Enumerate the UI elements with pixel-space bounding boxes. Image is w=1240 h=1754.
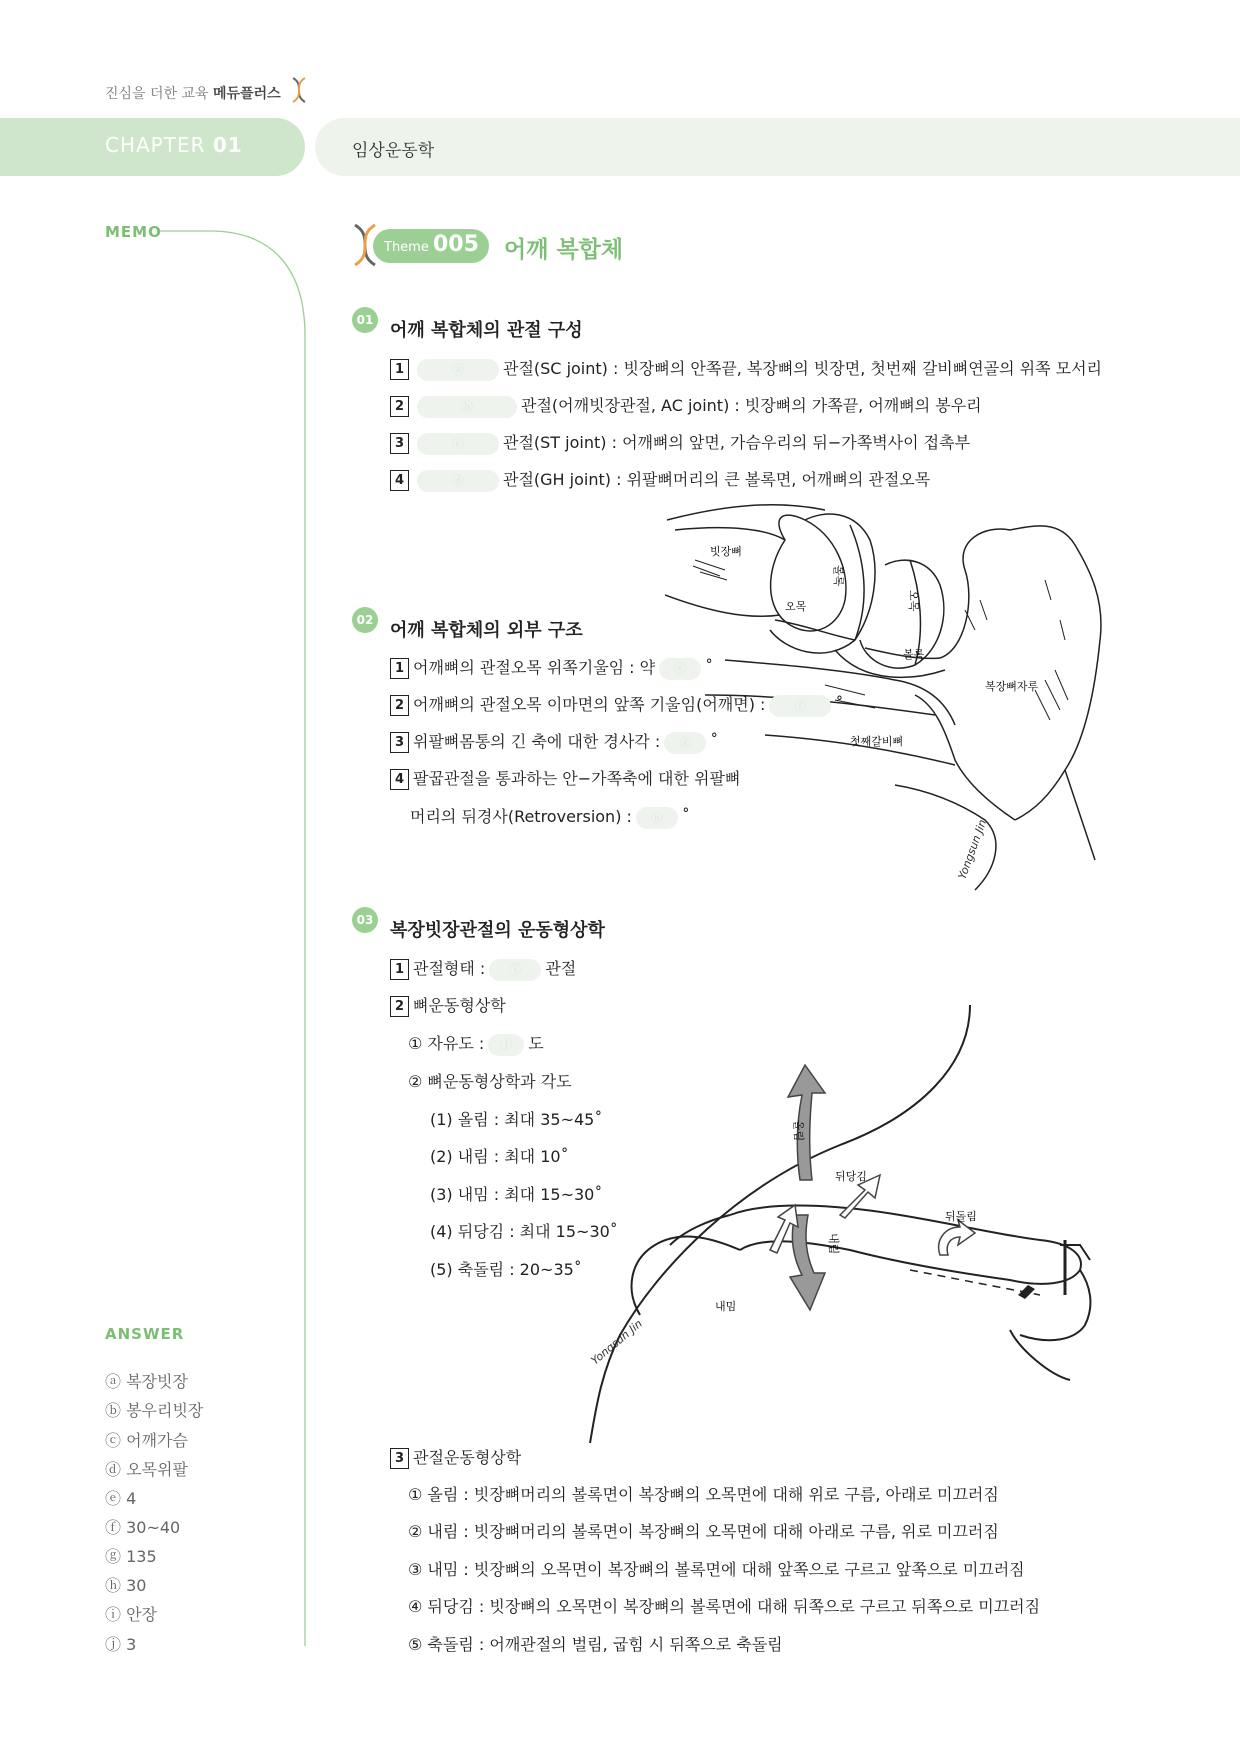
section-number: 01 <box>352 307 378 333</box>
answer-item: ⓔ 4 <box>105 1489 137 1508</box>
list-item: 3 ⓒ 관절(ST joint) : 어깨뼈의 앞면, 가슴우리의 뒤−가쪽벽사이 접촉부 <box>390 430 970 455</box>
subject-title: 임상운동학 <box>352 141 435 161</box>
list-item: 4 팔꿉관절을 통과하는 안−가쪽축에 대한 위팔뼈 <box>390 766 740 790</box>
list-subitem: ② 뼈운동형상학과 각도 <box>408 1072 572 1091</box>
theme-number: Theme 005 <box>384 232 479 257</box>
section-title: 어깨 복합체의 관절 구성 <box>390 320 583 341</box>
theme-title: 어깨 복합체 <box>504 237 624 263</box>
answer-item: ⓓ 오목위팔 <box>105 1460 188 1479</box>
motion-item: (4) 뒤당김 : 최대 15~30˚ <box>430 1222 618 1241</box>
motion-item: (2) 내림 : 최대 10˚ <box>430 1147 569 1166</box>
label-concave: 오목 <box>785 600 807 613</box>
label-axial-rotation: 뒤돌림 <box>945 1210 977 1223</box>
memo-label: MEMO <box>105 223 162 241</box>
illustrator-signature: Yongsun Jin <box>588 1317 645 1368</box>
list-item: 1 어깨뼈의 관절오목 위쪽기울임 : 약 ⓔ ˚ <box>390 655 713 680</box>
label-retraction: 뒤당김 <box>835 1170 867 1183</box>
arthro-item: ③ 내밈 : 빗장뼈의 오목면이 복장뼈의 볼록면에 대해 앞쪽으로 구르고 앞쪽으로 미끄러짐 <box>408 1560 1025 1579</box>
subject-banner <box>315 118 1240 176</box>
section-number: 03 <box>352 907 378 933</box>
brand-text: 진심을 더한 교육 <box>105 86 209 102</box>
brand-line <box>105 76 309 104</box>
label-clavicle: 빗장뼈 <box>710 545 742 558</box>
dna-logo-icon <box>289 76 309 104</box>
arthro-item: ① 올림 : 빗장뼈머리의 볼록면이 복장뼈의 오목면에 대해 위로 구름, 아래로 미끄러짐 <box>408 1485 999 1504</box>
section-title: 복장빗장관절의 운동형상학 <box>390 920 605 941</box>
label-first-rib: 첫째갈비뼈 <box>850 735 904 748</box>
list-item: 2 ⓑ 관절(어깨빗장관절, AC joint) : 빗장뼈의 가쪽끝, 어깨뼈의 봉우리 <box>390 393 982 418</box>
label-concave-2: 오목 <box>907 590 920 612</box>
answer-item: ⓐ 복장빗장 <box>105 1372 188 1391</box>
list-item: 2 어깨뼈의 관절오목 이마면의 앞쪽 기울임(어깨면) : ⓕ ˚ <box>390 692 843 717</box>
label-manubrium: 복장뼈자루 <box>985 680 1039 693</box>
list-item: 1 ⓐ 관절(SC joint) : 빗장뼈의 안쪽끝, 복장뼈의 빗장면, 첫번째 갈비뼈연골의 위쪽 모서리 <box>390 356 1102 381</box>
answer-item: ⓑ 봉우리빗장 <box>105 1401 204 1420</box>
answer-item: ⓙ 3 <box>105 1635 137 1654</box>
list-subitem: ① 자유도 : ⓙ 도 <box>408 1031 544 1056</box>
section-title: 어깨 복합체의 외부 구조 <box>390 620 583 641</box>
list-item: 4 ⓓ 관절(GH joint) : 위팔뼈머리의 큰 볼록면, 어깨뼈의 관절오목 <box>390 467 930 492</box>
list-item-continued: 머리의 뒤경사(Retroversion) : ⓗ ˚ <box>410 804 690 829</box>
brand-name: 메듀플러스 <box>213 86 281 102</box>
label-elevation: 올림 <box>792 1120 805 1142</box>
label-depression: 내림 <box>827 1233 840 1255</box>
label-protraction: 내밈 <box>715 1300 737 1313</box>
motion-item: (5) 축돌림 : 20~35˚ <box>430 1260 582 1279</box>
answer-label: ANSWER <box>105 1325 185 1343</box>
list-item: 3 위팔뼈몸통의 긴 축에 대한 경사각 : ⓖ ˚ <box>390 729 718 754</box>
list-item: 3 관절운동형상학 <box>390 1445 521 1469</box>
list-item: 1 관절형태 : ⓘ 관절 <box>390 956 576 981</box>
answer-item: ⓖ 135 <box>105 1547 157 1566</box>
section-number: 02 <box>352 607 378 633</box>
illustrator-signature: Yongsun Jin <box>955 817 990 882</box>
arthro-item: ⑤ 축돌림 : 어깨관절의 벌림, 굽힘 시 뒤쪽으로 축돌림 <box>408 1635 783 1654</box>
chapter-label: CHAPTER 01 <box>105 133 243 157</box>
arthro-item: ④ 뒤당김 : 빗장뼈의 오목면이 복장뼈의 볼록면에 대해 뒤쪽으로 구르고 뒤쪽으로 미끄러짐 <box>408 1597 1041 1616</box>
answer-item: ⓘ 안장 <box>105 1605 157 1624</box>
label-convex-2: 볼록 <box>903 648 925 661</box>
motion-item: (1) 올림 : 최대 35~45˚ <box>430 1110 603 1129</box>
motion-item: (3) 내밈 : 최대 15~30˚ <box>430 1185 603 1204</box>
clavicle-motion-illustration <box>540 1005 1110 1445</box>
answer-item: ⓕ 30~40 <box>105 1518 181 1537</box>
arthro-item: ② 내림 : 빗장뼈머리의 볼록면이 복장뼈의 오목면에 대해 아래로 구름, 위로 미끄러짐 <box>408 1522 999 1541</box>
list-item: 2 뼈운동형상학 <box>390 993 506 1017</box>
label-convex: 볼록 <box>832 565 845 587</box>
answer-item: ⓗ 30 <box>105 1576 147 1595</box>
answer-item: ⓒ 어깨가슴 <box>105 1431 188 1450</box>
